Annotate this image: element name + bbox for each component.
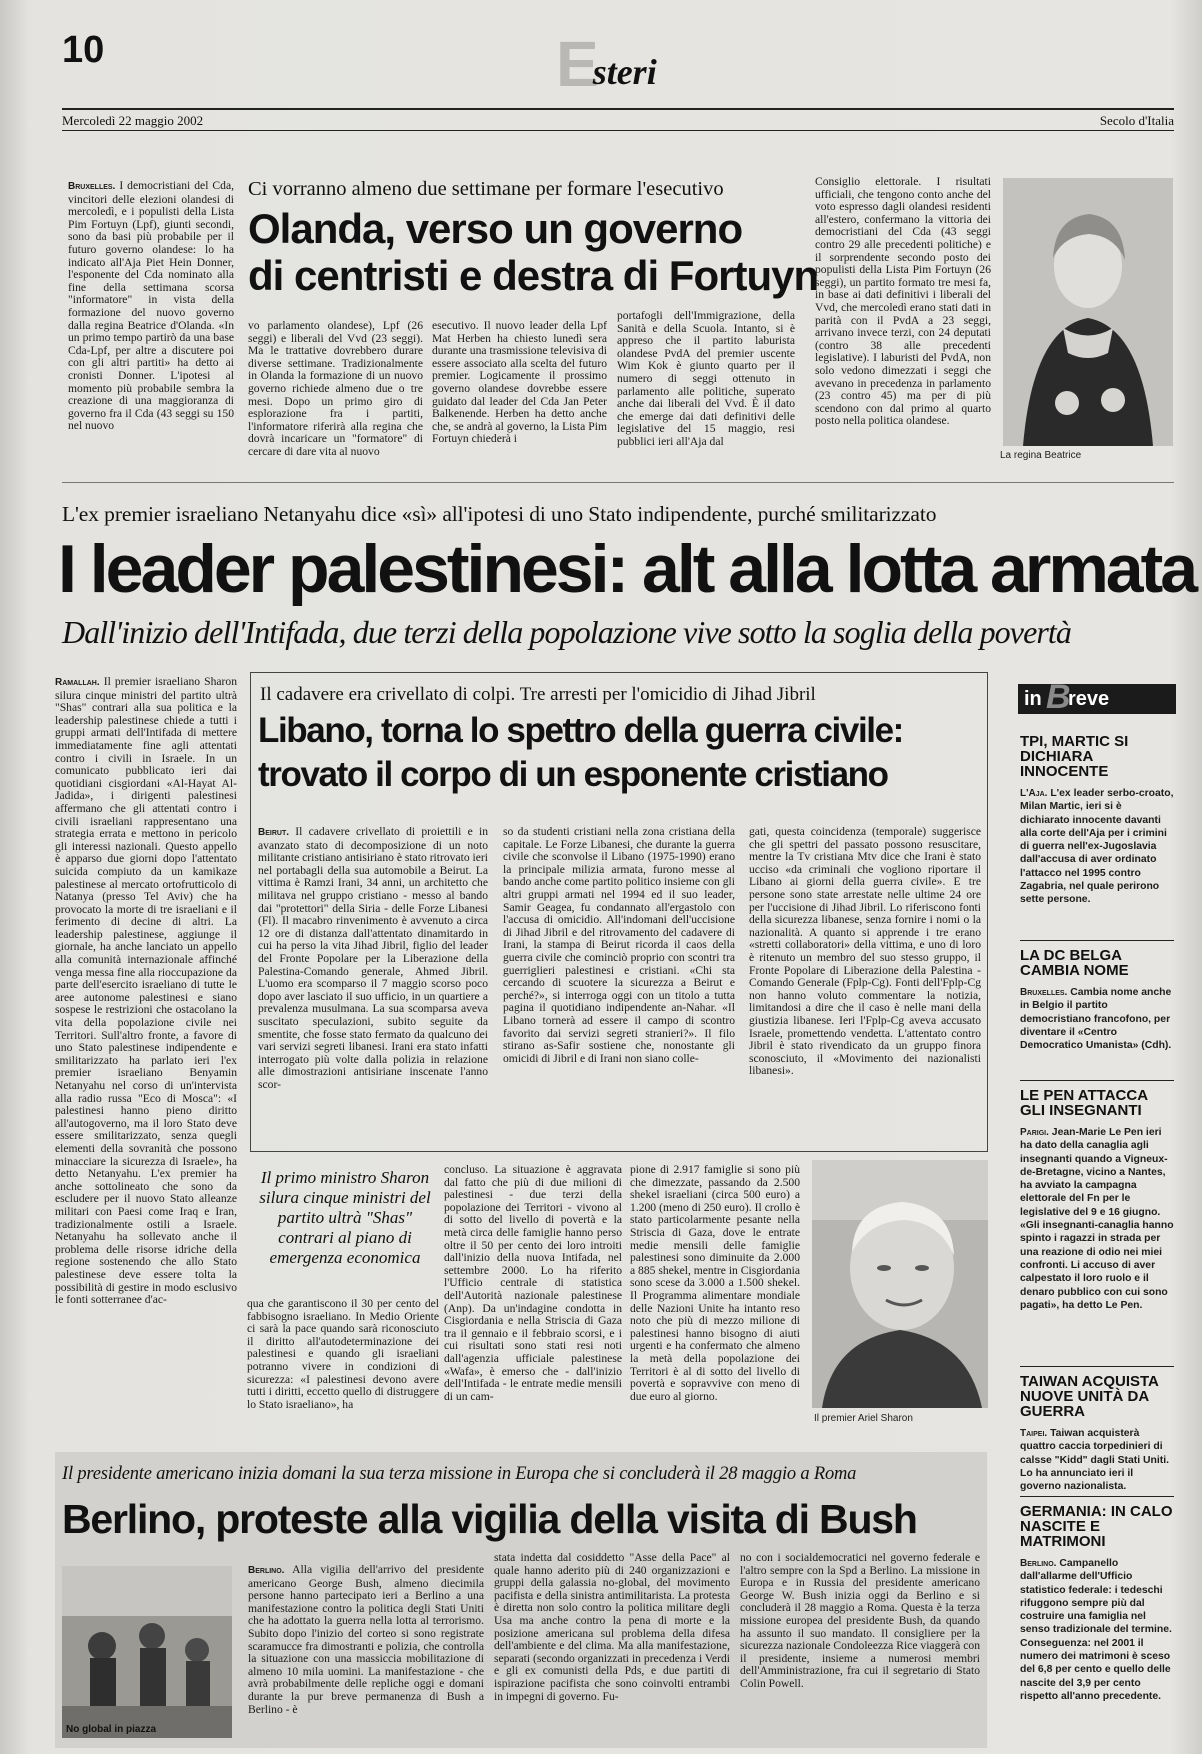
brevi-item	[1020, 948, 1174, 1052]
brevi-banner-rest: reve	[1068, 688, 1110, 710]
story1-headline-1: Olanda, verso un governo	[248, 205, 743, 252]
brevi-banner-initial: B	[1046, 678, 1071, 716]
lead-col-b2	[247, 1298, 439, 1436]
lead-kicker: L'ex premier israeliano Netanyahu dice «sì» all'ipotesi di uno Stato indipendente, purché smilitarizzato	[62, 502, 937, 526]
brevi-item	[1020, 1374, 1174, 1493]
story1-col5	[815, 176, 991, 470]
lebanon-col1-text: Il cadavere crivellato di proiettili e in avanzato stato di decomposizione di un noto militante cristiano antisiriano è stato ritrovato ieri nel portabagli della sua automobile a Beirut. La vittima è Ramzi Irani, 34 anni, un architetto che militava nel gruppo cristiano - messo al bando dai "protettori" della Siria - delle Forze Libanesi (Fl). Il macabro rinvenimento è avvenuto a circa 12 ore di distanza dall'attentato dinamitardo in cui ha perso la vita Jihad Jibril, figlio del leader del Fronte Popolare per la Liberazione della Palestina-Comando generale, Ahmed Jibril. L'uomo era scomparso il 7 maggio scorso poco dopo aver lasciato il suo ufficio, in un quartiere a prevalenza musulmana. La sua scomparsa aveva suscitato speculazioni, subito seguite da smentite, che fosse stato fermato da qualcuno dei vari servizi segreti libanesi. Irani era stato infatti interrogato più volte dalla polizia in relazione alle dimostrazioni antisiriane inscenate l'anno scor-	[258, 826, 488, 1091]
no-global-caption: No global in piazza	[66, 1724, 157, 1735]
lead-col-b3	[444, 1164, 622, 1436]
brevi-banner-in: in	[1024, 688, 1042, 710]
story1-col3	[432, 320, 607, 470]
page-number: 10	[62, 29, 105, 71]
lead-col-b3-text: concluso. La situazione è aggravata dal fatto che più di due milioni di palestinesi - due terzi della popolazione dei Territori - vivono al di sotto del livello di povertà e la metà circa delle famiglie hanno perso oltre il 50 per cento dei loro introiti dall'inizio della nuova Intifada, nel settembre 2000. Lo ha riferito l'Ufficio centrale di statistica dell'Autorità nazionale palestinese (Anp). Da un'indagine condotta in Cisgiordania e nella Striscia di Gaza tra il gennaio e il febbraio scorsi, e i cui risultati sono stati resi noti dall'agenzia ufficiale palestinese «Wafa», è emerso che - dall'inizio dell'Intifada - le entrate medie mensili di un cam-	[444, 1164, 622, 1403]
brevi-item-title: TAIWAN ACQUISTA NUOVE UNITÀ DA GUERRA	[1020, 1373, 1159, 1420]
brevi-banner	[1018, 678, 1176, 716]
brevi-item-title: TPI, MARTIC SI DICHIARA INNOCENTE	[1020, 733, 1129, 780]
lebanon-headline-1: Libano, torna lo spettro della guerra civile:	[258, 711, 903, 750]
sharon-photo	[812, 1160, 988, 1408]
brevi-item-dateline: Berlino.	[1020, 1558, 1057, 1569]
bush-headline: Berlino, proteste alla vigilia della visita di Bush	[62, 1496, 917, 1542]
brevi-item-dateline: L'Aja.	[1020, 788, 1048, 799]
bush-kicker: Il presidente americano inizia domani la sua terza missione in Europa che si concluderà il 28 maggio a Roma	[62, 1464, 857, 1484]
header-rule-bottom	[62, 130, 1174, 131]
brevi-item-body: Cambia nome anche in Belgio il partito democristiano francofono, per diventare il «Centro Democratico Umanista» (Cdh).	[1020, 987, 1172, 1052]
brevi-item-body: Taiwan acquisterà quattro caccia torpedinieri di calsse "Kidd" dagli Stati Uniti. Lo ha annunciato ieri il governo nazionalista.	[1020, 1428, 1170, 1493]
brevi-item-text	[1020, 986, 1174, 1052]
protest-scene-image	[62, 1566, 232, 1738]
lead-dateline: Ramallah.	[55, 677, 100, 688]
lebanon-kicker: Il cadavere era crivellato di colpi. Tre arresti per l'omicidio di Jihad Jibril	[260, 684, 816, 705]
story1-col1-text: I democristiani del Cda, vincitori delle elezioni olandesi di mercoledì, e i populisti della Lista Pim Fortuyn (Lpf), giunti secondi, sono da basi più probabile per il futuro governo olandese: lo ha indicato all'Aja Piet Hein Donner, l'esponente del Cda nominato alla fine della settimana scorsa "informatore" in vista della formazione del nuovo governo dalla regina Beatrice d'Olanda. «In un primo tempo partirò da una base Cda-Lpf, per altre a discutere poi con gli altri partiti» ha detto ai cronisti Donner. L'ipotesi al momento più probabile sembra la creazione di una maggioranza di governo fra il Cda (43 seggi su 150 nel nuovo	[68, 180, 234, 433]
lead-col-b4-text: pione di 2.917 famiglie si sono più che dimezzate, passando da 2.500 shekel israeliani (circa 500 euro) a 1.200 (meno di 250 euro). Il crollo è stato particolarmente pesante nella Striscia di Gaza, dove le entrate medie mensili delle famiglie palestinesi sono diminuite da 2.000 a 885 shekel, mentre in Cisgiordania sono scese da 3.000 a 1.500 shekel. Il Programma alimentare mondiale delle Nazioni Unite ha intanto reso noto che più di mezzo milione di palestinesi hanno bisogno di aiuti urgenti e ha confermato che almeno la metà della popolazione dei Territori è al di sotto del livello di povertà e sopravvive con meno di due euro al giorno.	[630, 1164, 800, 1403]
brevi-divider	[1020, 940, 1174, 941]
brevi-item-body: Campanello dall'allarme dell'Ufficio statistico federale: i tedeschi rifuggono sempre più dal costruire una famiglia nel senso tradizionale del termine. Conseguenza: nel 2001 il numero dei matrimoni è sceso del 6,8 per cento e quello delle nascite del 3,9 per cento rispetto all'anno precedente.	[1020, 1558, 1172, 1702]
no-global-photo	[62, 1566, 232, 1738]
story1-col4	[617, 310, 795, 470]
story1-headline-2: di centristi e destra di Fortuyn	[248, 252, 819, 299]
bush-col2	[494, 1552, 730, 1742]
bush-dateline: Berlino.	[248, 1565, 285, 1576]
brevi-item-title: LA DC BELGA CAMBIA NOME	[1020, 947, 1129, 979]
brevi-item-text	[1020, 787, 1174, 907]
bush-col3-text: no con i socialdemocratici nel governo federale e l'altro sempre con la Spd a Berlino. La missione in Europa e in Russia del presidente americano George W. Bush inizia oggi da Berlino e si concluderà il 28 maggio a Roma. Questa è la terza missione europea del presidente Bush, da quando ha assunto il suo mandato. Il consigliere per la sicurezza nazionale Condoleezza Rice viaggerà con il presidente, insieme a numerosi membri dell'Amministrazione, fra cui il segretario di Stato Colin Powell.	[740, 1552, 980, 1690]
lead-headline: I leader palestinesi: alt alla lotta armata	[58, 531, 1196, 607]
brevi-divider	[1020, 1366, 1174, 1367]
story1-col2-text: vo parlamento olandese), Lpf (26 seggi) e liberali del Vvd (23 seggi). Ma le trattative dovrebbero durare diverse settimane. Tradizionalmente in Olanda la formazione di un nuovo governo richiede almeno due o tre mesi. Dopo un primo giro di esplorazione fra i partiti, l'informatore riferirà alla regina che dovrà incaricare un "formatore" di cercare di dare vita al nuovo	[248, 320, 423, 458]
story1-col5-text: Consiglio elettorale. I risultati ufficiali, che tengono conto anche del voto espresso dagli olandesi residenti all'estero, confermano la vittoria dei democristiani del Cda (43 seggi contro 29 alle precedenti politiche) e il sorprendente secondo posto dei populisti della Lista Pim Fortuyn (26 seggi), un partito formato tre mesi fa, in base ai dati definitivi i liberali del Vvd, che mercoledì erano stati dati in parità con il PvdA a 23 seggi, arrivano invece terzi, con 24 deputati (contro 38 alle precedenti legislative). I laburisti del PvdA, non solo vedono dimezzati i seggi che avevano in precedenza in parlamento (23 contro 45) ma per di più scendono con dal primo al quarto posto nella politica olandese.	[815, 176, 991, 428]
story1-col3-text: esecutivo. Il nuovo leader della Lpf Mat Herben ha chiesto lunedì sera durante una trasmissione televisiva di essere associato alla scelta del futuro premier. Logicamente il prossimo governo olandese dovrebbe essere guidato dal leader del Cda Jan Peter Balkenende. Herben ha detto anche che, se andrà al governo, la Lista Pim Fortuyn chiederà i	[432, 320, 607, 446]
brevi-item-body: L'ex leader serbo-croato, Milan Martic, ieri si è dichiarato innocente davanti alla corte dell'Aja per i crimini di guerra nell'ex-Jugoslavia dall'accusa di aver ordinato l'attacco nel 1995 contro Zagabria, nel quale perirono sette persone.	[1020, 788, 1174, 906]
sharon-photo-caption: Il premier Ariel Sharon	[814, 1413, 913, 1424]
brevi-item-text	[1020, 1557, 1174, 1703]
lebanon-col2-text: so da studenti cristiani nella zona cristiana della capitale. Le Forze Libanesi, che durante la guerra civile che sconvolse il Libano (1975-1990) erano la principale milizia armata, furono messe al bando anche come partito politico insieme con gli altri gruppi armati nel 1994 ed il suo leader, Samir Geagea, fu condannato all'ergastolo con l'accusa di omicidio. All'indomani dell'uccisione di Jihad Jibril e del ritrovamento del cadavere di Irani, la stampa di Beirut ricorda il caos della guerra civile che cominciò proprio con scontri tra guerriglieri palestinesi e cristiani. «Chi sta cercando di scuotere la sicurezza a Beirut e perché?», si interroga oggi con un titolo a tutta pagina il quotidiano indipendente an-Nahar. «Il Libano tornerà ad essere il campo di scontro favorito dai servizi segreti stranieri?». Il filo stirano as-Safir sostiene che, nonostante gli omicidi di Jibril e di Irani non siano colle-	[503, 826, 735, 1065]
lebanon-col2	[503, 826, 735, 1144]
section-name: steri	[592, 52, 657, 92]
lebanon-col1	[258, 826, 488, 1144]
sharon-pull-quote: Il primo ministro Sharon silura cinque ministri del partito ultrà "Shas" contrari al piano di emergenza economica	[259, 1168, 431, 1267]
sharon-portrait-image	[812, 1160, 988, 1408]
story1-col1	[68, 180, 234, 470]
header-rule-top	[62, 108, 1174, 110]
queen-portrait-image	[1003, 178, 1173, 446]
lead-col-left-text: Il premier israeliano Sharon silura cinque ministri del partito ultrà "Shas" contrari alla sua politica e la leadership palestinese chiede a tutti i gruppi armati dell'Intifada di mettere immediatamente fine agli attentati contro i civili in Israele. In un comunicato pubblicato ieri dai quotidiani cisgiordani «Al-Hayat Al-Jadida», i dirigenti palestinesi affermano che gli attentati contro i civili israeliani rappresentano una strategia errata e mettono in pericolo gli interessi nazionali. Questo appello è apparso due giorni dopo l'attentato suicida compiuto da un kamikaze palestinese al mercato ortofrutticolo di Natanya (presso Tel Aviv) che ha provocato la morte di tre israeliani e il ferimento di decine di altri. La leadership palestinese, aggiunge il giornale, ha anche lanciato un appello alla comunità internazionale affinché venga messa fine alla rioccupazione da parte dell'esercito israeliano di tutte le aree autonome palestinesi e siano sospese le restrizioni che ostacolano la vita della popolazione civile nei Territori. Sull'altro fronte, a favore di uno Stato palestinese indipendente e smilitarizzato ha parlato ieri l'ex premier israeliano Benyamin Netanyahu nel corso di un'intervista alla radio russa "Eco di Mosca": «I palestinesi hanno pieno diritto all'autogoverno, ma il loro Stato deve essere smilitarizzato, senza quegli elementi della sovranità che possono minacciare la sicurezza di Israele», ha detto Netanyahu. L'ex premier ha anche sottolineato che sono da escludere per il nuovo Stato alleanze militari con Paesi come Iraq e Iran, tradizionalmente ostili a Israele. Netanyahu ha sollevato anche il problema delle risorse idriche della regione sostenendo che allo Stato palestinese deve essere tolta la possibilità di gestire in modo esclusivo le fonti sotterranee d'ac-	[55, 676, 237, 1307]
section-title	[556, 28, 657, 100]
brevi-divider	[1020, 1080, 1174, 1081]
story1-kicker: Ci vorranno almeno due settimane per formare l'esecutivo	[248, 178, 724, 200]
brevi-divider	[1020, 1496, 1174, 1497]
brevi-item-title: LE PEN ATTACCA GLI INSEGNANTI	[1020, 1087, 1148, 1119]
brevi-item-dateline: Bruxelles.	[1020, 987, 1068, 998]
brevi-item-body: Jean-Marie Le Pen ieri ha dato della canaglia agli insegnanti quando a Vigneux-de-Bretagne, vicino a Nantes, ha avviato la campagna elettorale del Fn per le legislative del 9 e 16 giugno. «Gli insegnanti-canaglia hanno spinto i ragazzi in strada per una reazione di odio nei miei confronti. Li accuso di aver calpestato il loro ruolo e il denaro pubblico con cui sono pagati», ha detto Le Pen.	[1020, 1127, 1174, 1311]
lebanon-col3	[749, 826, 981, 1144]
queen-beatrix-photo	[1003, 178, 1173, 446]
issue-date: Mercoledì 22 maggio 2002	[62, 113, 204, 128]
lebanon-dateline: Beirut.	[258, 827, 289, 838]
brevi-item-text	[1020, 1427, 1174, 1493]
brevi-item-dateline: Parigi.	[1020, 1127, 1049, 1138]
queen-photo-caption: La regina Beatrice	[1000, 450, 1082, 461]
lead-col-b4	[630, 1164, 800, 1436]
lebanon-col3-text: gati, questa coincidenza (temporale) suggerisce che gli spettri del passato possono resuscitare, mentre la Tv cristiana Mtv dice che Irani è stato ucciso «da criminali che vogliono riportare il Libano ai giorni della guerra civile». E tre persone sono state arrestate nelle ultime 24 ore per l'uccisione di Jihad Jibril. Lo riferiscono fonti della sicurezza libanese, senza fornire i nomi o la nazionalità. A quanto si apprende i tre erano «stretti collaboratori» della vittima, e uno di loro è ritenuto un membro del suo stesso gruppo, il Fronte Popolare di Liberazione della Palestina - Comando Generale (Fplp-Cg). Fonti dell'Fplp-Cg non hanno voluto commentare la notizia, limitandosi a dire che il caso è nelle mani della giustizia libanese. Ieri l'Fplp-Cg aveva accusato Israele, promettendo vendetta. L'attentato contro Jibril è stato rivendicato da un gruppo finora sconosciuto, il «Movimento dei nazionalisti libanesi».	[749, 826, 981, 1078]
story1-dateline: Bruxelles.	[68, 181, 116, 192]
lead-subheadline: Dall'inizio dell'Intifada, due terzi della popolazione vive sotto la soglia della povertà	[62, 614, 1072, 650]
brevi-item-title: GERMANIA: IN CALO NASCITE E MATRIMONI	[1020, 1503, 1173, 1550]
lead-col-left	[55, 676, 237, 1434]
brevi-item-dateline: Taipei.	[1020, 1428, 1048, 1439]
lead-col-b2-text: qua che garantiscono il 30 per cento del fabbisogno israeliano. In Medio Oriente ci sarà la pace quando sarà riconosciuto il diritto all'autodeterminazione dei palestinesi e quando gli israeliani potranno vivere in condizioni di sicurezza: «I palestinesi devono avere tutti i diritti, eccetto quello di distruggere lo Stato israeliano», ha	[247, 1298, 439, 1411]
brevi-item	[1020, 1504, 1174, 1703]
bush-col2-text: stata indetta dal cosiddetto "Asse della Pace" al quale hanno aderito più di 240 organizzazioni e gruppi della galassia no-global, del movimento pacifista e della sinistra antimilitarista. La protesta è diretta non solo contro la politica militare degli Usa ma anche contro la pena di morte e la posizione americana sul problema della difesa dell'ambiente e del clima. Ma alla manifestazione, separati (secondo organizzati in precedenza i Verdi e gli ex comunisti della Pds, e due partiti di ispirazione pacifista che sono coinvolti entrambi in impegni di governo. Fu-	[494, 1552, 730, 1703]
bush-col1-text: Alla vigilia dell'arrivo del presidente americano George Bush, almeno diecimila persone hanno partecipato ieri a Berlino a una manifestazione contro la politica degli Stati Uniti che ha adottato la guerra nella lotta al terrorismo. Subito dopo l'inizio del corteo si sono registrate scaramucce fra dimostranti e polizia, che controlla la situazione con una massiccia mobilitazione di almeno 10 mila uomini. La manifestazione - che avrà probabilmente delle repliche oggi e domani durante la pur breve permanenza di Bush a Berlino - è	[248, 1564, 484, 1716]
story1-col2	[248, 320, 423, 470]
brevi-item	[1020, 734, 1174, 907]
lebanon-headline-2: trovato il corpo di un esponente cristiano	[258, 755, 888, 794]
bush-col1	[248, 1564, 484, 1742]
bush-col3	[740, 1552, 980, 1742]
story1-col4-text: portafogli dell'Immigrazione, della Sanità e della Scuola. Intanto, si è appreso che il partito laburista olandese PvdA del premier uscente Wim Kok è giunto quarto per il numero di seggi ottenuto in parlamento alle politiche, superato anche dai liberali del Vvd. È il dato che emerge dai dati definitivi delle legislative del 15 maggio, resi pubblici ieri all'Aja dal	[617, 310, 795, 448]
brevi-item	[1020, 1088, 1174, 1312]
story1-bottom-rule	[62, 482, 1174, 483]
brevi-item-text	[1020, 1126, 1174, 1312]
section-initial: E	[556, 28, 599, 100]
paper-name: Secolo d'Italia	[1099, 113, 1174, 128]
